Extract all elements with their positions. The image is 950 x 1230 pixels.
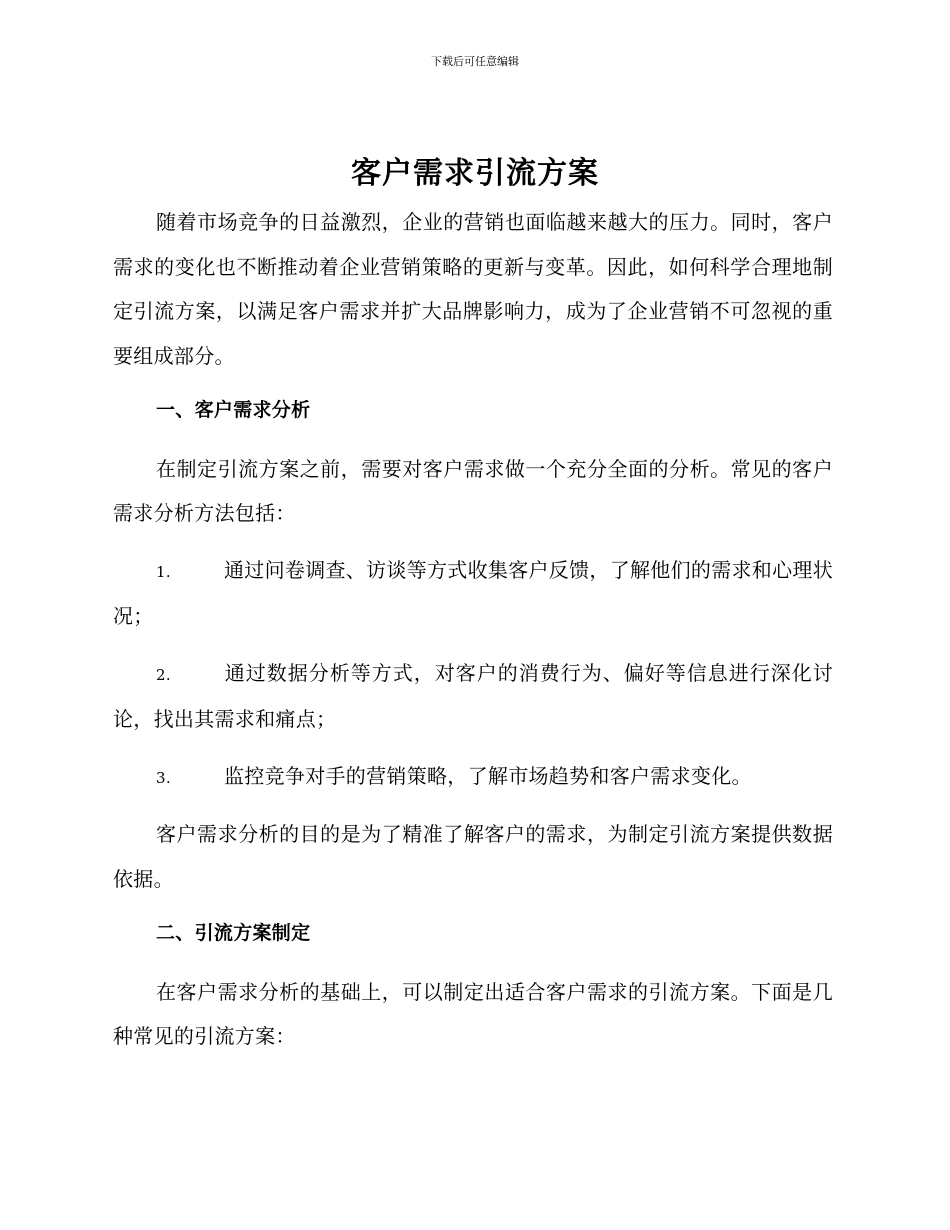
- section-heading-customer-analysis: 一、客户需求分析: [156, 399, 311, 421]
- document-body: [113, 200, 833, 1059]
- section-heading-traffic-plan: 二、引流方案制定: [156, 922, 311, 944]
- list-item-number: 2.: [156, 665, 171, 684]
- list-item-text: 监控竞争对手的营销策略，了解市场趋势和客户需求变化。: [224, 763, 752, 788]
- list-item: [113, 754, 833, 801]
- list-item-number: 3.: [156, 768, 171, 787]
- section1-conclusion: 客户需求分析的目的是为了精准了解客户的需求，为制定引流方案提供数据依据。: [113, 822, 833, 891]
- page-header: 下载后可任意编辑: [431, 55, 519, 68]
- section1-paragraph: 在制定引流方案之前，需要对客户需求做一个充分全面的分析。常见的客户需求分析方法包括：: [113, 456, 833, 525]
- list-item-text: 通过数据分析等方式，对客户的消费行为、偏好等信息进行深化讨论，找出其需求和痛点；: [113, 660, 833, 731]
- list-item: [113, 651, 833, 742]
- intro-paragraph: 随着市场竞争的日益激烈，企业的营销也面临越来越大的压力。同时，客户需求的变化也不断推动着企业营销策略的更新与变革。因此，如何科学合理地制定引流方案，以满足客户需求并扩大品牌影响力，成为了企业营销不可忽视的重要组成部分。: [113, 210, 833, 368]
- document-title: 客户需求引流方案: [351, 156, 599, 191]
- section2-paragraph: 在客户需求分析的基础上，可以制定出适合客户需求的引流方案。下面是几种常见的引流方案：: [113, 979, 833, 1048]
- list-item: [113, 548, 833, 639]
- list-item-text: 通过问卷调查、访谈等方式收集客户反馈，了解他们的需求和心理状况；: [113, 557, 833, 628]
- list-item-number: 1.: [156, 562, 171, 581]
